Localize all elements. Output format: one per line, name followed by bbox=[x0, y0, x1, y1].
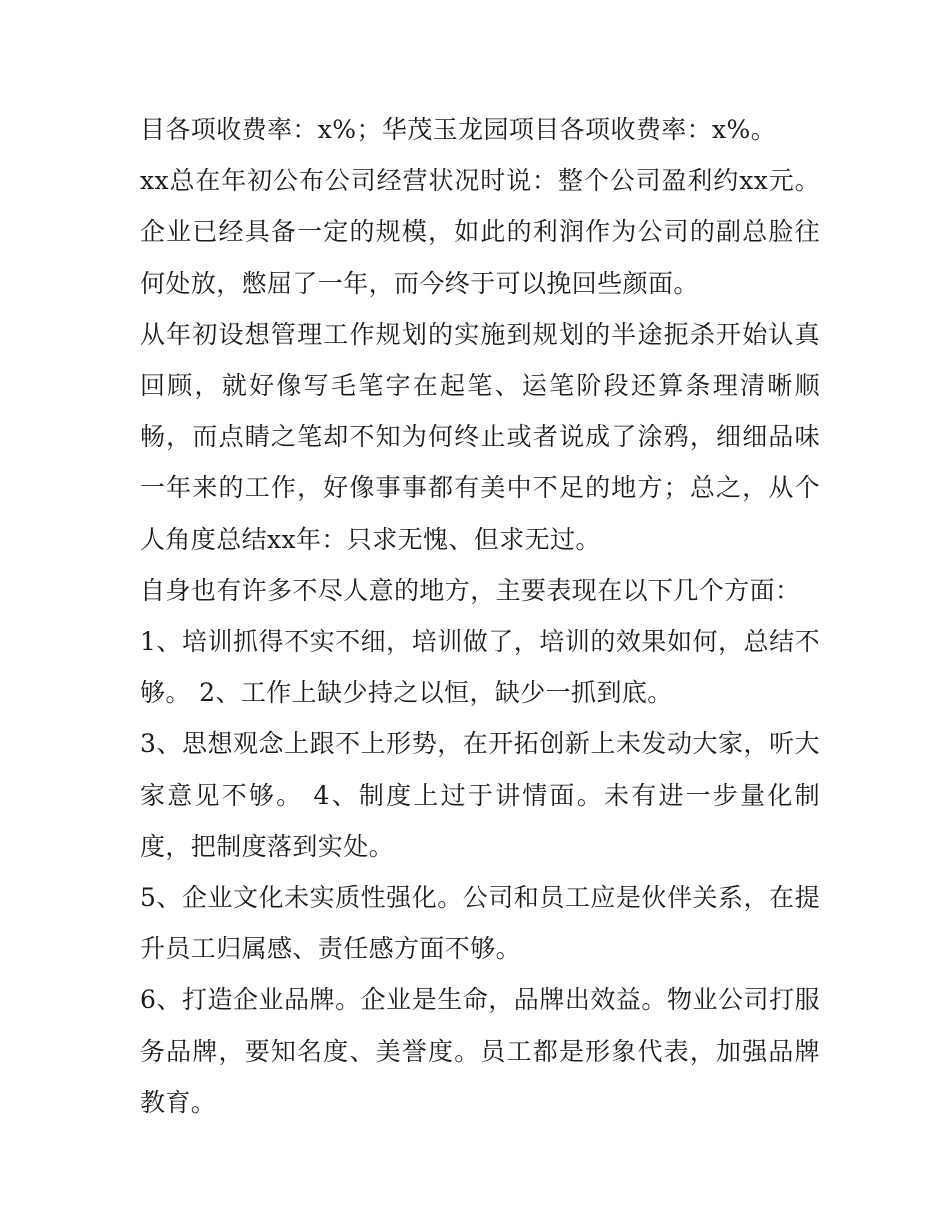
paragraph-year-review: 从年初设想管理工作规划的实施到规划的半途扼杀开始认真回顾，就好像写毛笔字在起笔、运笔阶段还算条理清晰顺畅，而点睛之笔却不知为何终止或者说成了涂鸦，细细品味一年来的工作，好像事事都有美中不足的地方；总之，从个人角度总结xx年：只求无愧、但求无过。 bbox=[140, 319, 820, 554]
paragraph-item-1-2: 1、培训抓得不实不细，培训做了，培训的效果如何，总结不够。 2、工作上缺少持之以恒，缺少一抓到底。 bbox=[140, 627, 820, 708]
paragraph-fee-rates: 目各项收费率：x%；华茂玉龙园项目各项收费率：x%。 bbox=[140, 115, 777, 144]
document-body bbox=[140, 104, 820, 1128]
paragraph-shortcomings-intro: 自身也有许多不尽人意的地方，主要表现在以下几个方面： bbox=[140, 575, 801, 605]
paragraph-item-5: 5、企业文化未实质性强化。公司和员工应是伙伴关系，在提升员工归属感、责任感方面不够。 bbox=[140, 883, 820, 964]
paragraph-item-3-4: 3、思想观念上跟不上形势，在开拓创新上未发动大家，听大家意见不够。 4、制度上过于讲情面。未有进一步量化制度，把制度落到实处。 bbox=[140, 729, 820, 861]
paragraph-company-profit: xx总在年初公布公司经营状况时说：整个公司盈利约xx元。企业已经具备一定的规模，如此的利润作为公司的副总脸往何处放，憋屈了一年，而今终于可以挽回些颜面。 bbox=[140, 166, 820, 298]
paragraph-item-6: 6、打造企业品牌。企业是生命，品牌出效益。物业公司打服务品牌，要知名度、美誉度。员工都是形象代表，加强品牌教育。 bbox=[140, 985, 820, 1117]
